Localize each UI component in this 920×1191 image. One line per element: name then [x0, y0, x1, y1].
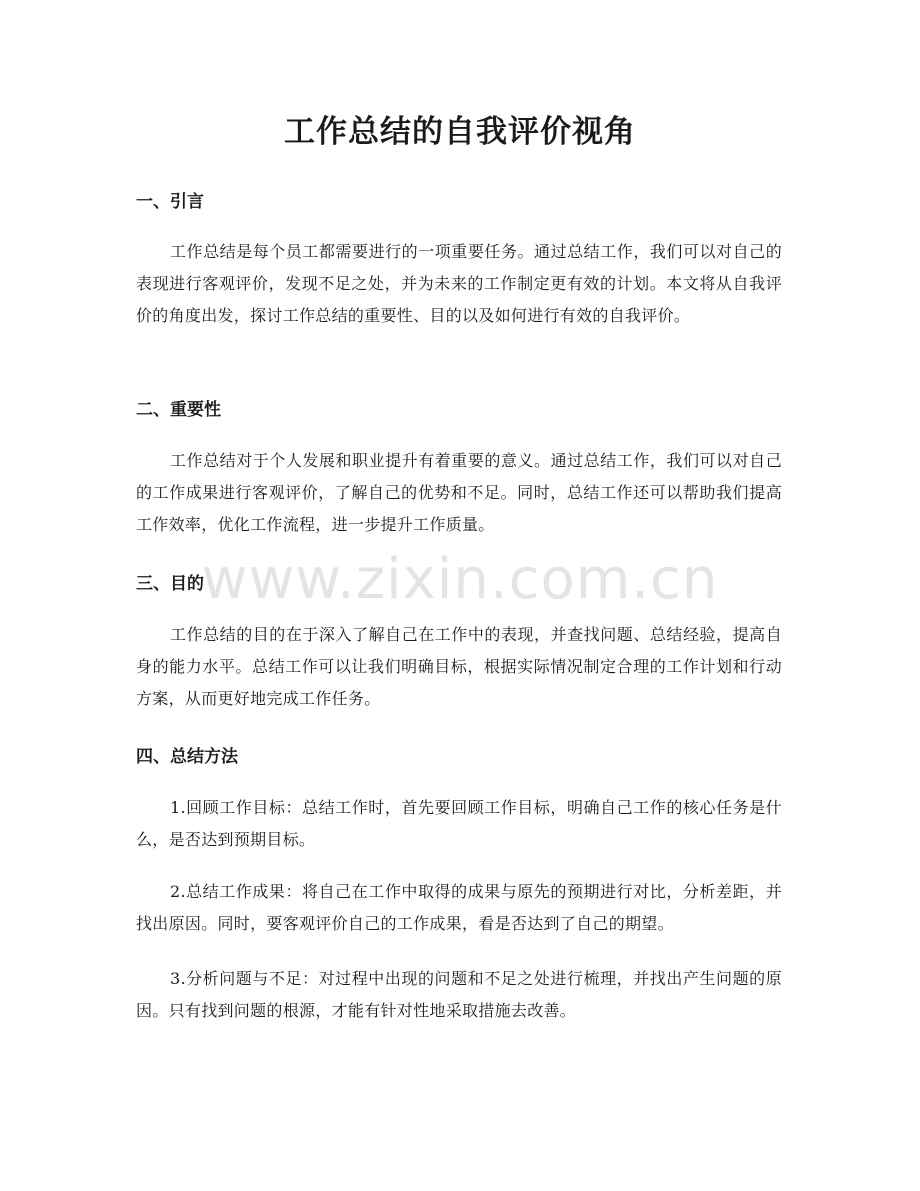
section-heading-methods: 四、总结方法: [136, 747, 238, 767]
section-heading-purpose: 三、目的: [136, 574, 204, 594]
paragraph-importance: 工作总结对于个人发展和职业提升有着重要的意义。通过总结工作，我们可以对自己的工作成果进行客观评价，了解自己的优势和不足。同时，总结工作还可以帮助我们提高工作效率，优化工作流程，进一步提升工作质量。: [136, 451, 782, 534]
section-heading-importance: 二、重要性: [136, 400, 221, 420]
paragraph-method-1: 1.回顾工作目标：总结工作时，首先要回顾工作目标，明确自己工作的核心任务是什么，是否达到预期目标。: [136, 798, 782, 849]
section-heading-intro: 一、引言: [136, 192, 204, 212]
paragraph-purpose: 工作总结的目的在于深入了解自己在工作中的表现，并查找问题、总结经验，提高自身的能力水平。总结工作可以让我们明确目标，根据实际情况制定合理的工作计划和行动方案，从而更好地完成工作任务。: [136, 625, 782, 708]
paragraph-method-3: 3.分析问题与不足：对过程中出现的问题和不足之处进行梳理，并找出产生问题的原因。只有找到问题的根源，才能有针对性地采取措施去改善。: [136, 969, 782, 1020]
paragraph-method-2: 2.总结工作成果：将自己在工作中取得的成果与原先的预期进行对比，分析差距，并找出原因。同时，要客观评价自己的工作成果，看是否达到了自己的期望。: [136, 882, 782, 933]
document-title: 工作总结的自我评价视角: [284, 114, 636, 150]
paragraph-intro: 工作总结是每个员工都需要进行的一项重要任务。通过总结工作，我们可以对自己的表现进行客观评价，发现不足之处，并为未来的工作制定更有效的计划。本文将从自我评价的角度出发，探讨工作总结的重要性、目的以及如何进行有效的自我评价。: [136, 242, 782, 325]
watermark: www.zixin.com.cn: [201, 547, 719, 612]
